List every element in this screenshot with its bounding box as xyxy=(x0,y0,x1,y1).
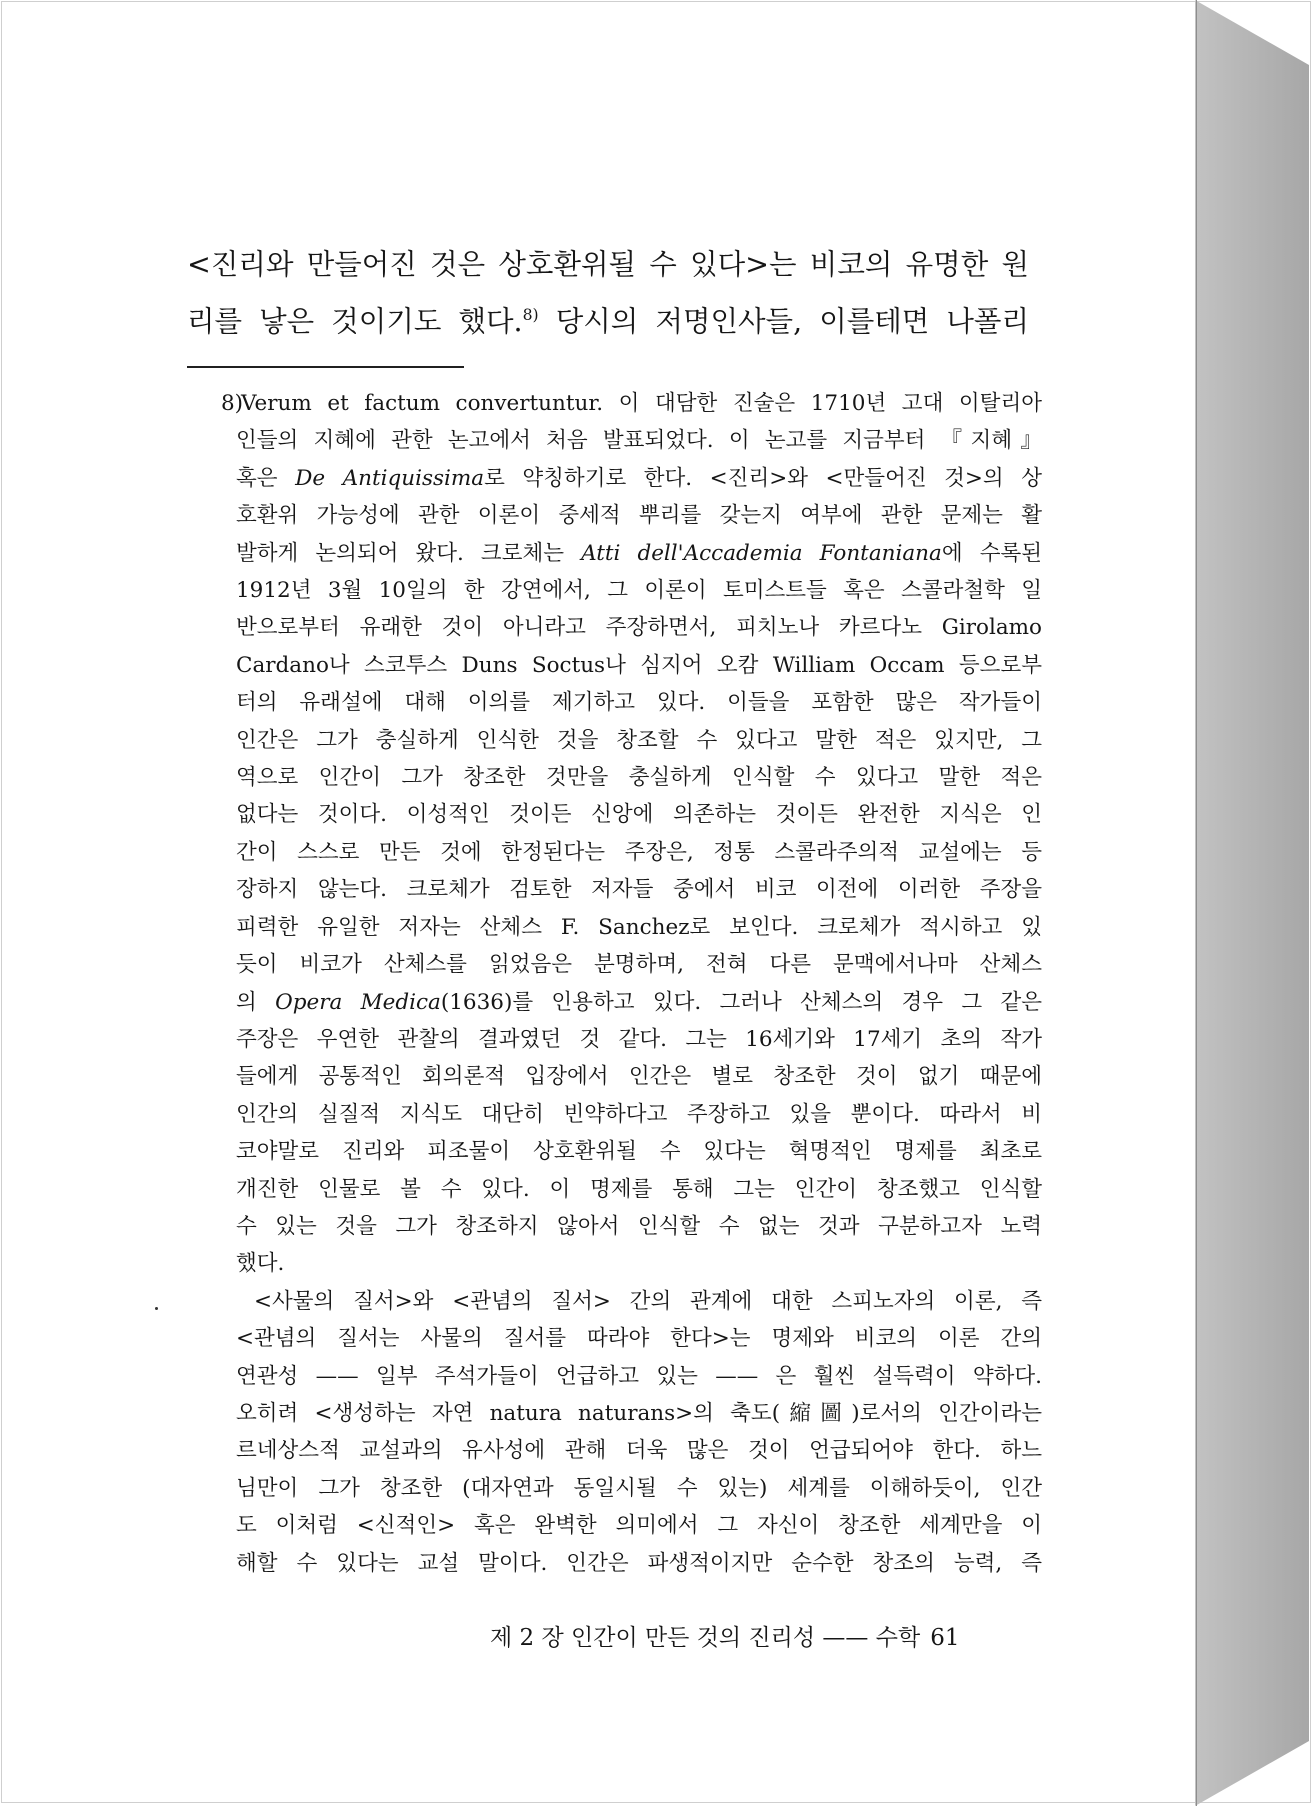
footnote-line: 님만이 그가 창조한 (대자연과 동일시될 수 있는) 세계를 이해하듯이, 인간 xyxy=(236,1475,1042,1501)
footnote-line: 연관성 —— 일부 주석가들이 언급하고 있는 —— 은 훨씬 설득력이 약하다. xyxy=(236,1363,1042,1389)
footnote-line: 해할 수 있다는 교설 말이다. 인간은 파생적이지만 순수한 창조의 능력, 즉 xyxy=(236,1550,1042,1576)
italic-title: Opera Medica xyxy=(275,989,441,1015)
footnote xyxy=(187,385,1042,1582)
text-segment: 발하게 논의되어 왔다. 크로체는 xyxy=(236,540,582,566)
footnote-line: 간이 스스로 만든 것에 한정된다는 주장은, 정통 스콜라주의적 교설에는 등 xyxy=(236,839,1042,865)
footnote-divider xyxy=(187,366,464,368)
footnote-line: 호환위 가능성에 관한 이론이 중세적 뿌리를 갖는지 여부에 관한 문제는 활 xyxy=(236,503,1042,529)
footnote-line: 인들의 지혜에 관한 논고에서 처음 발표되었다. 이 논고를 지금부터 『지혜』 xyxy=(236,428,1042,454)
footnote-line: 1912년 3월 10일의 한 강연에서, 그 이론이 토미스트들 혹은 스콜라철학 일 xyxy=(236,578,1042,604)
footnote-line xyxy=(236,535,1042,572)
footnote-line: <사물의 질서>와 <관념의 질서> 간의 관계에 대한 스피노자의 이론, 즉 xyxy=(254,1288,1042,1314)
italic-title: De Antiquissima xyxy=(295,465,485,491)
footnote-number: 8) xyxy=(221,391,244,416)
footnote-body xyxy=(236,385,1042,1582)
running-title: 제 2 장 인간이 만든 것의 진리성 —— 수학 xyxy=(490,1625,921,1651)
footnote-line: 없다는 것이다. 이성적인 것이든 신앙에 의존하는 것이든 완전한 지식은 인 xyxy=(236,802,1042,828)
footnote-line: 들에게 공통적인 회의론적 입장에서 인간은 별로 창조한 것이 없기 때문에 xyxy=(236,1064,1042,1090)
page-number: 61 xyxy=(930,1625,960,1651)
footnote-line: 인간은 그가 충실하게 인식한 것을 창조할 수 있다고 말한 적은 있지만, 그 xyxy=(236,727,1042,753)
footnote-line: 터의 유래설에 대해 이의를 제기하고 있다. 이들을 포함한 많은 작가들이 xyxy=(236,690,1042,716)
book-page-edge xyxy=(1195,0,1309,1806)
footnote-line: 했다. xyxy=(236,1251,285,1277)
footnote-line: 장하지 않는다. 크로체가 검토한 저자들 중에서 비코 이전에 이러한 주장을 xyxy=(236,877,1042,903)
body-line: 리를 낳은 것이기도 했다.$^{8)}$ 당시의 저명인사들, 이를테면 나폴리 xyxy=(187,305,1029,338)
text-segment: 에 수록된 xyxy=(941,540,1042,566)
footnote-line: 코야말로 진리와 피조물이 상호환위될 수 있다는 혁명적인 명제를 최초로 xyxy=(236,1139,1042,1165)
running-footer xyxy=(490,1622,959,1654)
text-segment: (1636)를 인용하고 있다. 그러나 산체스의 경우 그 같은 xyxy=(440,989,1043,1015)
footnote-line: 개진한 인물로 볼 수 있다. 이 명제를 통해 그는 인간이 창조했고 인식할 xyxy=(236,1176,1042,1202)
footnote-line: <관념의 질서는 사물의 질서를 따라야 한다>는 명제와 비코의 이론 간의 xyxy=(236,1326,1042,1352)
footnote-line: 주장은 우연한 관찰의 결과였던 것 같다. 그는 16세기와 17세기 초의 작가 xyxy=(236,1026,1042,1052)
footnote-line: 도 이처럼 <신적인> 혹은 완벽한 의미에서 그 자신이 창조한 세계만을 이 xyxy=(236,1513,1042,1539)
scan-speck xyxy=(155,1307,158,1310)
footnote-line: Cardano나 스코투스 Duns Soctus나 심지어 오캄 William Occam 등으로부 xyxy=(236,652,1042,678)
main-body-text xyxy=(187,236,1029,350)
footnote-line: 역으로 인간이 그가 창조한 것만을 충실하게 인식할 수 있다고 말한 적은 xyxy=(236,765,1042,791)
body-line: <진리와 만들어진 것은 상호환위될 수 있다>는 비코의 유명한 원 xyxy=(187,248,1029,281)
italic-title: Atti dell'Accademia Fontaniana xyxy=(581,540,942,566)
footnote-line: 반으로부터 유래한 것이 아니라고 주장하면서, 피치노나 카르다노 Girolamo xyxy=(236,615,1042,641)
footnote-line: 수 있는 것을 그가 창조하지 않아서 인식할 수 없는 것과 구분하고자 노력 xyxy=(236,1213,1042,1239)
footnote-line: Verum et factum convertuntur. 이 대담한 진술은 1710년 고대 이탈리아 xyxy=(241,391,1042,416)
footnote-line xyxy=(236,460,1042,497)
text-segment: 혹은 xyxy=(236,465,296,491)
text-segment: 로 약칭하기로 한다. <진리>와 <만들어진 것>의 상 xyxy=(484,465,1042,491)
footnote-line: 르네상스적 교설과의 유사성에 관해 더욱 많은 것이 언급되어야 한다. 하느 xyxy=(236,1438,1042,1464)
footnote-line: 피력한 유일한 저자는 산체스 F. Sanchez로 보인다. 크로체가 적시하고 있 xyxy=(236,914,1042,940)
footnote-reference[interactable]: 8) xyxy=(522,305,539,325)
footnote-line: 듯이 비코가 산체스를 읽었음은 분명하며, 전혀 다른 문맥에서나마 산체스 xyxy=(236,952,1042,978)
footnote-line: 인간의 실질적 지식도 대단히 빈약하다고 주장하고 있을 뿐이다. 따라서 비 xyxy=(236,1101,1042,1127)
footnote-line: 오히려 <생성하는 자연 natura naturans>의 축도(縮圖)로서의 인간이라는 xyxy=(236,1400,1042,1426)
footnote-line xyxy=(236,984,1042,1021)
book-spine-line xyxy=(1196,0,1197,1806)
text-segment: 의 xyxy=(236,989,276,1015)
